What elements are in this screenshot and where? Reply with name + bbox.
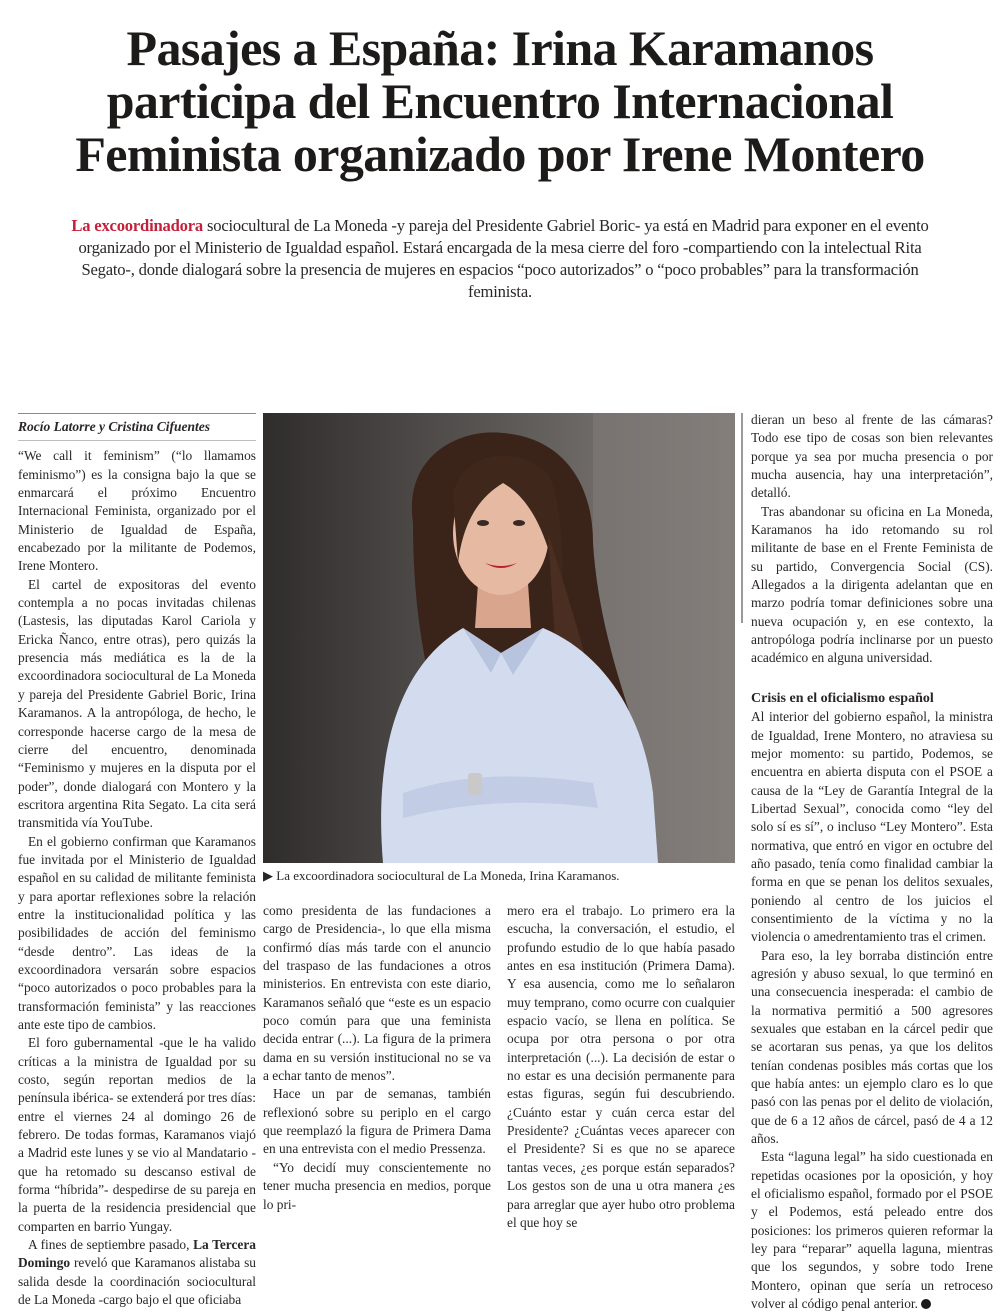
paragraph: Hace un par de semanas, también reflexionó sobre su periplo en el cargo que reemplazó la figura de Primera Dama en una entrevista con el medio Pressenza. [263,1086,491,1157]
newspaper-reference: La Tercera Domingo [18,1237,256,1271]
byline: Rocío Latorre y Cristina Cifuentes [18,413,256,441]
portrait-illustration [263,413,735,863]
paragraph: En el gobierno confirman que Karamanos fue invitada por el Ministerio de Igualdad español en su calidad de militante feminista y para aportar reflexiones sobre la relación entre la institucionalidad política y las posibilidades de acción del feminismo “desde dentro”. Las ideas de la excoordinadora versarán sobre espacios “poco autorizados o poco probables para la transformación feminista” y las reacciones ante este tipo de cambios. [18,833,256,1032]
caption-text: La excoordinadora sociocultural de La Moneda, Irina Karamanos. [276,868,620,883]
deck-kicker: La excoordinadora [71,216,204,235]
article-photo [263,413,735,863]
text-run: A fines de septiembre pasado, [28,1237,194,1253]
text-run: reveló que Karamanos alistaba su salida desde la coordinación sociocultural de La Moneda -cargo bajo el que oficiaba [18,1255,256,1308]
article-column-1 [18,413,256,1310]
paragraph [18,1236,256,1309]
article-column-3 [507,902,735,1232]
paragraph: como presidenta de las fundaciones a cargo de Presidencia-, lo que ella misma confirmó días más tarde con el anuncio del traspaso de las fundaciones a otros ministerios. En entrevista con este diario, Karamanos señaló que “este es un espacio poco común para que una feminista decida entrar (...). La figura de la primera dama en su versión institucional no se va a echar tanto de menos”. [263,903,491,1084]
headline-line: Feminista organizado por Irene Montero [75,126,925,182]
column-divider [741,413,743,623]
article-column-2 [263,902,491,1214]
paragraph [751,1148,993,1313]
headline-line: Pasajes a España: Irina Karamanos [126,20,874,76]
section-subhead: Crisis en el oficialismo español [751,690,934,706]
paragraph: Al interior del gobierno español, la ministra de Igualdad, Irene Montero, no atraviesa su mejor momento: su partido, Podemos, se encuentra en abierta disputa con el PSOE a causa de la “Ley de Garantía Integral de la Libertad Sexual”, conocida como “ley del solo sí es sí”, o incluso “Ley Montero”. Esta normativa, que entró en vigor en octubre del año pasado, tenía como finalidad cambiar la forma en que se penan los delitos sexuales, poniendo al centro de los juicios el consentimiento de la víctima y no la violencia o amedrentamiento tras el crimen. [751,709,993,945]
paragraph: Para eso, la ley borraba distinción entre agresión y abuso sexual, lo que terminó en una consecuencia inesperada: el cambio de la normativa permitió a 500 agresores sexuales que estaban en la cárcel pedir que se acortaran sus penas, ya que los delitos tenían condenas posibles más cortas que los que había antes: un ejemplo claro es lo que pasó con las penas por el delito de violación, que de 6 a 12 años de cárcel, pasó de 4 a 12 años. [751,947,993,1147]
caption-marker-icon: ▶ [263,868,273,883]
paragraph: Tras abandonar su oficina en La Moneda, Karamanos ha ido retomando su rol militante de base en el Frente Feminista de su partido, Convergencia Social (CS). Allegados a la dirigenta adelantan que en marzo podría tomar definiciones sobre una nueva ocupación y, en ese contexto, la antropóloga podría inclinarse por un puesto académico en alguna universidad. [751,503,993,666]
headline-line: participa del Encuentro Internacional [106,73,894,129]
photo-caption [263,868,743,884]
article-column-4 [751,411,993,1314]
paragraph: mero era el trabajo. Lo primero era la escucha, la conversación, el estudio, el profundo estudio de lo que había pasado antes en esa institución (Primera Dama). Y esa ausencia, como me lo señalaron muy temprano, como ocurre con cualquier espacio vacío, se llena en política. Se ocupa por otra persona o por otra interpretación (...). La decisión de estar o no estar es una decisión permanente para estas figuras, según fui descubriendo. ¿Cuánto estar y cuán cerca estar del Presidente? ¿Cuántas veces aparecer con el Presidente? Si es que no se aparece tantas veces, ¿es porque están separados? Los gestos son de una u otra manera ¿es para arreglar que ayer hubo otro problema el que hoy se [507,903,735,1230]
paragraph: dieran un beso al frente de las cámaras? Todo ese tipo de cosas son bien relevantes porque ya sea por mucha presencia o por mucha ausencia, hay una interpretación”, detalló. [751,412,993,501]
deck-text: sociocultural de La Moneda -y pareja del Presidente Gabriel Boric- ya está en Madrid para exponer en el evento organizado por el Ministerio de Igualdad español. Estará encargada de la mesa cierre del foro -compartiendo con la intelectual Rita Segato-, donde dialogará sobre la presencia de mujeres en espacios “poco autorizados” o “poco probables” para la transformación feminista. [78,216,929,301]
paragraph: El foro gubernamental -que le ha valido críticas a la ministra de Igualdad por su costo, según reportan medios de la península ibérica- se extenderá por tres días: entre el viernes 24 al domingo 26 de febrero. De todas formas, Karamanos viajó a Madrid este lunes y se vio al Mandatario -que ha retomado su descanso estival de forma “híbrida”- despedirse de su pareja en la puerta de la residencia presidencial que comparten en barrio Yungay. [18,1035,256,1234]
end-of-article-icon [921,1299,931,1309]
paragraph: El cartel de expositoras del evento contempla a no pocas invitadas chilenas (Lastesis, las diputadas Karol Cariola y Ericka Ñanco, entre otras), pero quizás la presencia más mediática es la de la excoordinadora sociocultural de La Moneda y pareja del Presidente Gabriel Boric, Irina Karamanos. A la antropóloga, de hecho, le corresponde hacerse cargo de la mesa de cierre del encuentro, denominada “Feminismo y mujeres en la disputa por el poder”, donde dialogará con Montero y la escritora argentina Rita Segato. La cita será transmitida vía YouTube. [18,576,256,831]
article-deck [70,215,930,303]
paragraph: “We call it feminism” (“lo llamamos feminismo”) es la consigna bajo la que se enmarcará el próximo Encuentro Internacional Feminista, organizado por el Ministerio de Igualdad de España, encabezado por la militante de Podemos, Irene Montero. [18,448,256,574]
headline [0,22,1000,181]
text-run: Esta “laguna legal” ha sido cuestionada en repetidas ocasiones por la oposición, y hoy el oficialismo español, formado por el PSOE y el Podemos, está peleado entre dos posiciones: los primeros quieren reformar la ley para “reparar” aquella laguna, mientras que los segundos, y sobre todo Irene Montero, opinan que sería un retroceso volver al código penal anterior. [751,1149,993,1312]
paragraph: “Yo decidí muy conscientemente no tener mucha presencia en medios, porque lo pri- [263,1159,491,1212]
